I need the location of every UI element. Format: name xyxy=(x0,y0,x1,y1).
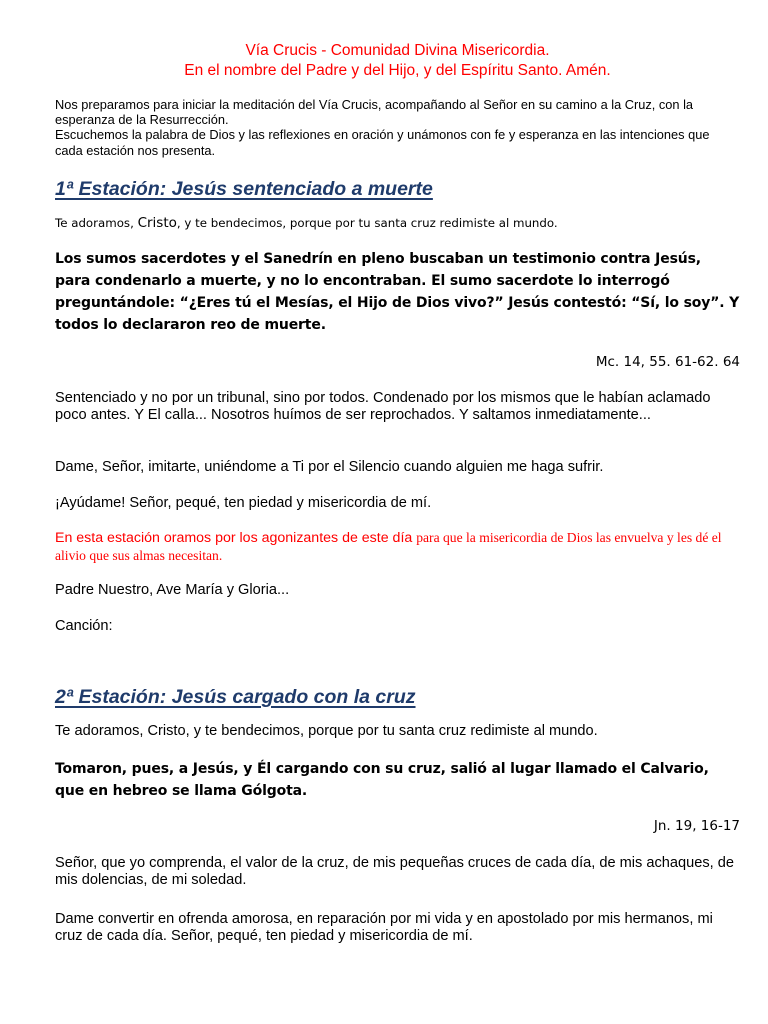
adoration-cristo: Cristo xyxy=(137,215,177,231)
intro-section xyxy=(55,97,740,158)
station-2-scripture: Tomaron, pues, a Jesús, y Él cargando con su cruz, salió al lugar llamado el Calvario, que en hebreo se llama Gólgota. xyxy=(55,761,709,799)
intro-paragraph-1: Nos preparamos para iniciar la meditación del Vía Crucis, acompañando al Señor en su camino a la Cruz, con la esperanza de la Resurrección. xyxy=(55,97,694,128)
station-1-intention xyxy=(55,529,740,565)
intention-part-1: En esta estación oramos por los agonizantes de este día xyxy=(55,530,417,546)
station-2-reference: Jn. 19, 16-17 xyxy=(653,818,740,834)
station-1-closing: Padre Nuestro, Ave María y Gloria... xyxy=(55,582,290,598)
station-1-heading: 1ª Estación: Jesús sentenciado a muerte xyxy=(55,178,433,200)
station-1-song: Canción: xyxy=(55,618,113,634)
station-2-adoration: Te adoramos, Cristo, y te bendecimos, porque por tu santa cruz redimiste al mundo. xyxy=(55,723,598,739)
station-1-prayer-1: Dame, Señor, imitarte, uniéndome a Ti por el Silencio cuando alguien me haga sufrir. xyxy=(55,459,604,475)
station-1-prayer-2: ¡Ayúdame! Señor, pequé, ten piedad y misericordia de mí. xyxy=(55,495,432,511)
intention-part-2: para que la misericordia de Dios las envuelva y les dé el alivio que sus almas necesitan. xyxy=(55,530,722,563)
station-1-scripture: Los sumos sacerdotes y el Sanedrín en pleno buscaban un testimonio contra Jesús, para condenarlo a muerte, y no lo encontraban. El sumo sacerdote lo interrogó preguntándole: “¿Eres tú el Mesías, el Hijo de Dios vivo?” Jesús contestó: “Sí, lo soy”. Y todos lo declararon reo de muerte. xyxy=(55,251,740,333)
intro-paragraph-2: Escuchemos la palabra de Dios y las reflexiones en oración y unámonos con fe y esperanza en las intenciones que cada estación nos presenta. xyxy=(55,127,710,158)
adoration-post: , y te bendecimos, porque por tu santa cruz redimiste al mundo. xyxy=(176,216,558,230)
document-title xyxy=(55,0,740,81)
station-2-prayer: Dame convertir en ofrenda amorosa, en reparación por mi vida y en apostolado por mis hermanos, mi cruz de cada día. Señor, pequé, ten piedad y misericordia de mí. xyxy=(55,911,713,944)
station-2-heading: 2ª Estación: Jesús cargado con la cruz xyxy=(55,686,416,708)
title-line-2: En el nombre del Padre y del Hijo, y del Espíritu Santo. Amén. xyxy=(184,62,611,79)
title-line-1: Vía Crucis - Comunidad Divina Misericordia. xyxy=(245,42,550,59)
station-2-reflection: Señor, que yo comprenda, el valor de la cruz, de mis pequeñas cruces de cada día, de mis achaques, de mis dolencias, de mi soledad. xyxy=(55,855,735,888)
station-1-adoration xyxy=(55,215,740,231)
station-1-reflection: Sentenciado y no por un tribunal, sino por todos. Condenado por los mismos que le habían aclamado poco antes. Y El calla... Nosotros huímos de ser reprochados. Y saltamos inmediatamente... xyxy=(55,390,711,423)
station-1-reference: Mc. 14, 55. 61-62. 64 xyxy=(595,354,740,370)
adoration-pre: Te adoramos, xyxy=(55,216,138,230)
